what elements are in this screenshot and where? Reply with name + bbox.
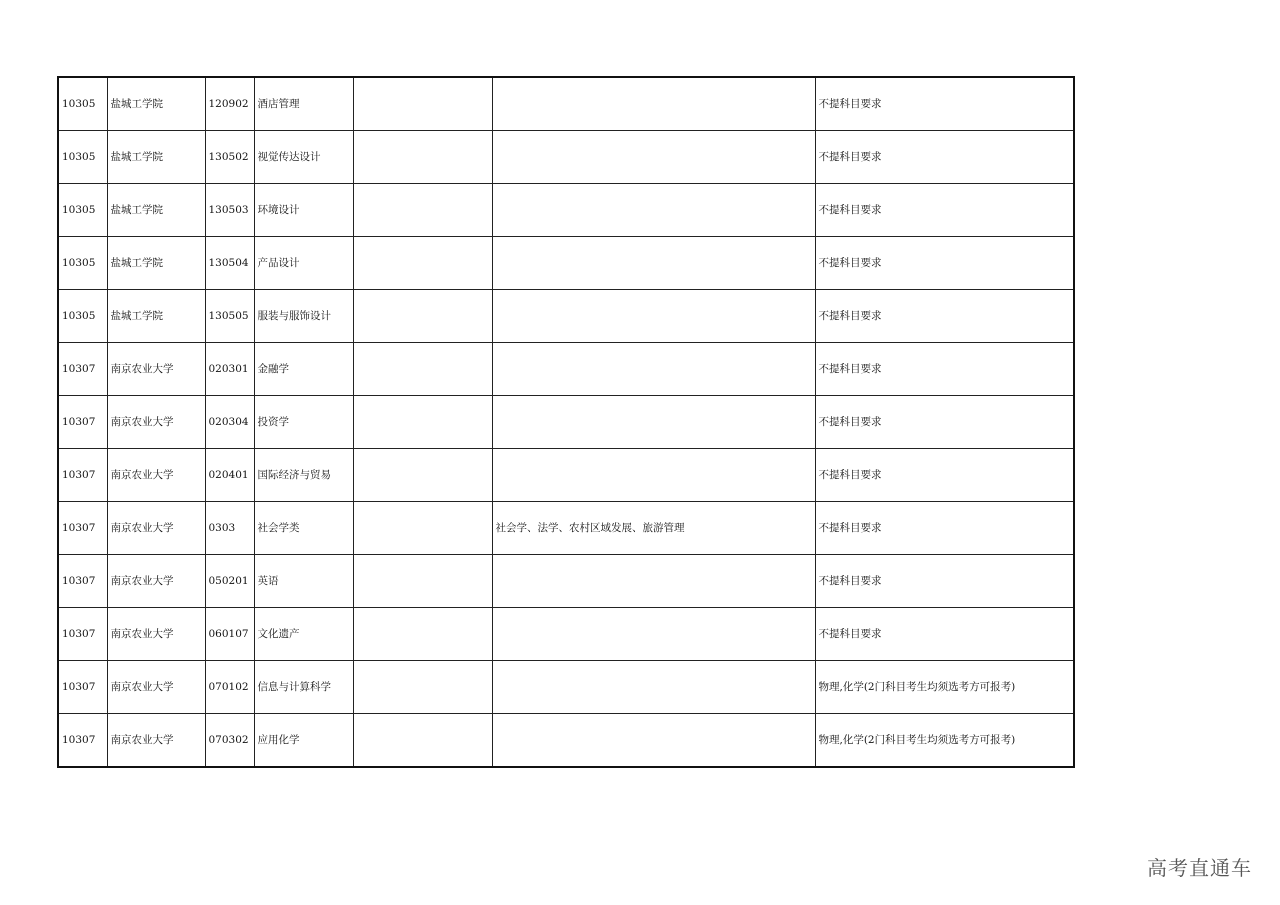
included-majors-cell xyxy=(492,449,815,502)
major-name-cell: 国际经济与贸易 xyxy=(254,449,353,502)
major-code-cell: 020301 xyxy=(205,343,254,396)
school-code-cell: 10307 xyxy=(58,555,107,608)
table-row xyxy=(58,396,1074,449)
major-name-cell: 环境设计 xyxy=(254,184,353,237)
enrollment-table xyxy=(57,76,1075,768)
school-name-cell: 南京农业大学 xyxy=(107,396,205,449)
table-row xyxy=(58,290,1074,343)
note-cell xyxy=(353,502,492,555)
school-code-cell: 10307 xyxy=(58,396,107,449)
major-name-cell: 社会学类 xyxy=(254,502,353,555)
table-row xyxy=(58,449,1074,502)
school-code-cell: 10305 xyxy=(58,184,107,237)
table-row xyxy=(58,608,1074,661)
subject-requirement-cell: 不提科目要求 xyxy=(815,237,1074,290)
major-name-cell: 应用化学 xyxy=(254,714,353,768)
subject-requirement-cell: 不提科目要求 xyxy=(815,77,1074,131)
school-name-cell: 盐城工学院 xyxy=(107,184,205,237)
subject-requirement-cell: 不提科目要求 xyxy=(815,131,1074,184)
major-code-cell: 070102 xyxy=(205,661,254,714)
school-name-cell: 南京农业大学 xyxy=(107,608,205,661)
included-majors-cell: 社会学、法学、农村区域发展、旅游管理 xyxy=(492,502,815,555)
school-name-cell: 南京农业大学 xyxy=(107,661,205,714)
subject-requirement-cell: 不提科目要求 xyxy=(815,555,1074,608)
included-majors-cell xyxy=(492,608,815,661)
major-name-cell: 服装与服饰设计 xyxy=(254,290,353,343)
included-majors-cell xyxy=(492,237,815,290)
major-name-cell: 文化遗产 xyxy=(254,608,353,661)
major-name-cell: 英语 xyxy=(254,555,353,608)
major-code-cell: 070302 xyxy=(205,714,254,768)
subject-requirement-cell: 不提科目要求 xyxy=(815,449,1074,502)
major-code-cell: 130503 xyxy=(205,184,254,237)
subject-requirement-cell: 不提科目要求 xyxy=(815,608,1074,661)
school-code-cell: 10307 xyxy=(58,714,107,768)
major-code-cell: 130505 xyxy=(205,290,254,343)
school-name-cell: 南京农业大学 xyxy=(107,714,205,768)
watermark-logo-text: 高考直通车 xyxy=(1147,856,1252,880)
subject-requirement-cell: 不提科目要求 xyxy=(815,290,1074,343)
school-name-cell: 南京农业大学 xyxy=(107,502,205,555)
included-majors-cell xyxy=(492,343,815,396)
included-majors-cell xyxy=(492,77,815,131)
table-row xyxy=(58,661,1074,714)
school-code-cell: 10305 xyxy=(58,237,107,290)
note-cell xyxy=(353,343,492,396)
school-name-cell: 盐城工学院 xyxy=(107,237,205,290)
note-cell xyxy=(353,396,492,449)
major-name-cell: 产品设计 xyxy=(254,237,353,290)
table-row xyxy=(58,502,1074,555)
major-code-cell: 120902 xyxy=(205,77,254,131)
note-cell xyxy=(353,714,492,768)
school-code-cell: 10307 xyxy=(58,661,107,714)
major-name-cell: 视觉传达设计 xyxy=(254,131,353,184)
included-majors-cell xyxy=(492,714,815,768)
included-majors-cell xyxy=(492,290,815,343)
table-row xyxy=(58,237,1074,290)
included-majors-cell xyxy=(492,131,815,184)
note-cell xyxy=(353,661,492,714)
school-code-cell: 10307 xyxy=(58,502,107,555)
subject-requirement-cell: 不提科目要求 xyxy=(815,396,1074,449)
school-name-cell: 南京农业大学 xyxy=(107,449,205,502)
school-name-cell: 盐城工学院 xyxy=(107,131,205,184)
note-cell xyxy=(353,449,492,502)
major-code-cell: 0303 xyxy=(205,502,254,555)
included-majors-cell xyxy=(492,555,815,608)
subject-requirement-cell: 物理,化学(2门科目考生均须选考方可报考) xyxy=(815,714,1074,768)
note-cell xyxy=(353,237,492,290)
school-code-cell: 10305 xyxy=(58,290,107,343)
note-cell xyxy=(353,555,492,608)
major-name-cell: 酒店管理 xyxy=(254,77,353,131)
note-cell xyxy=(353,77,492,131)
table-body xyxy=(58,77,1074,767)
school-code-cell: 10305 xyxy=(58,131,107,184)
subject-requirement-cell: 物理,化学(2门科目考生均须选考方可报考) xyxy=(815,661,1074,714)
major-code-cell: 020304 xyxy=(205,396,254,449)
note-cell xyxy=(353,608,492,661)
included-majors-cell xyxy=(492,396,815,449)
major-name-cell: 投资学 xyxy=(254,396,353,449)
school-code-cell: 10305 xyxy=(58,77,107,131)
note-cell xyxy=(353,131,492,184)
subject-requirement-cell: 不提科目要求 xyxy=(815,502,1074,555)
table-row xyxy=(58,131,1074,184)
school-name-cell: 盐城工学院 xyxy=(107,290,205,343)
note-cell xyxy=(353,290,492,343)
table-row xyxy=(58,184,1074,237)
major-code-cell: 130502 xyxy=(205,131,254,184)
major-code-cell: 060107 xyxy=(205,608,254,661)
table-row xyxy=(58,714,1074,768)
subject-requirement-cell: 不提科目要求 xyxy=(815,184,1074,237)
included-majors-cell xyxy=(492,184,815,237)
included-majors-cell xyxy=(492,661,815,714)
school-name-cell: 盐城工学院 xyxy=(107,77,205,131)
school-code-cell: 10307 xyxy=(58,449,107,502)
major-name-cell: 信息与计算科学 xyxy=(254,661,353,714)
major-code-cell: 130504 xyxy=(205,237,254,290)
table-row xyxy=(58,343,1074,396)
school-code-cell: 10307 xyxy=(58,608,107,661)
school-code-cell: 10307 xyxy=(58,343,107,396)
table-row xyxy=(58,77,1074,131)
major-code-cell: 020401 xyxy=(205,449,254,502)
major-code-cell: 050201 xyxy=(205,555,254,608)
major-name-cell: 金融学 xyxy=(254,343,353,396)
school-name-cell: 南京农业大学 xyxy=(107,555,205,608)
table-row xyxy=(58,555,1074,608)
note-cell xyxy=(353,184,492,237)
subject-requirement-cell: 不提科目要求 xyxy=(815,343,1074,396)
school-name-cell: 南京农业大学 xyxy=(107,343,205,396)
